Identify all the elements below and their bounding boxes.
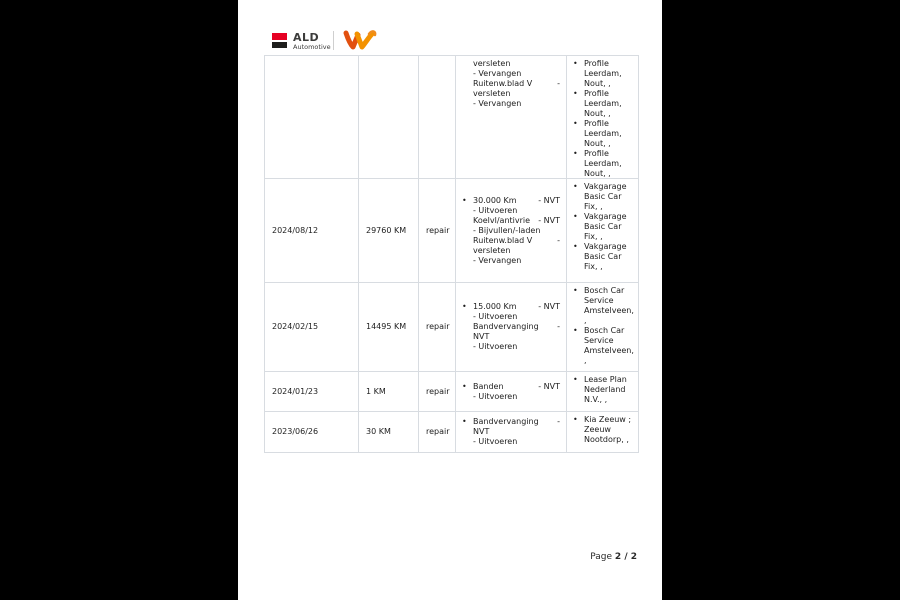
text-line: Amstelveen, <box>584 306 634 315</box>
type-cell <box>419 56 456 178</box>
text-line: Nederland <box>584 385 626 394</box>
text-line: Vakgarage <box>584 182 627 191</box>
ald-logo-subtext: Automotive <box>293 43 331 51</box>
text-line: - Vervangen <box>473 255 522 265</box>
km-cell <box>359 283 419 371</box>
provider-item <box>567 119 635 149</box>
text-line: Leerdam, <box>584 69 622 78</box>
text-line: Leerdam, <box>584 159 622 168</box>
ald-logo-red-block <box>272 33 287 40</box>
text-line: NVT <box>473 427 490 436</box>
provider-item <box>567 89 635 119</box>
text-line <box>473 216 560 226</box>
type-value: repair <box>426 427 450 436</box>
km-cell <box>359 56 419 178</box>
bullet-icon: • <box>573 59 578 68</box>
table-row <box>265 179 638 283</box>
text-line: versleten <box>473 245 511 255</box>
text-right: - <box>557 235 560 245</box>
km-value: 14495 KM <box>366 322 407 331</box>
text-line: NVT <box>473 332 490 341</box>
description-item <box>456 196 560 266</box>
text-line: Profile <box>584 59 609 68</box>
text-line: - Uitvoeren <box>473 312 518 321</box>
date-cell <box>265 283 359 371</box>
bullet-icon: • <box>573 89 578 98</box>
text-line: Basic Car <box>584 222 622 231</box>
bullet-icon: • <box>573 119 578 128</box>
description-cell <box>456 179 567 282</box>
page-number-value: 2 / 2 <box>614 552 637 562</box>
text-line: Nout, , <box>584 109 611 118</box>
type-value: repair <box>426 386 450 396</box>
type-cell <box>419 283 456 371</box>
logo-divider <box>333 31 334 50</box>
table-row <box>265 412 638 452</box>
km-cell <box>359 412 419 452</box>
text-line: N.V., , <box>584 395 608 404</box>
page-number <box>590 552 637 562</box>
table-row <box>265 56 638 179</box>
provider-item <box>567 375 635 405</box>
text-right: - <box>557 79 560 88</box>
text-line: Leerdam, <box>584 99 622 108</box>
text-right: - <box>557 322 560 331</box>
text-right: - NVT <box>538 381 560 391</box>
text-line: versleten <box>473 59 511 68</box>
text-line <box>473 322 560 332</box>
description-cell <box>456 372 567 411</box>
bullet-icon: • <box>573 415 578 424</box>
text-line: Vakgarage <box>584 242 627 251</box>
text-line: Fix, , <box>584 232 603 241</box>
bullet-icon: • <box>573 149 578 158</box>
km-cell <box>359 372 419 411</box>
provider-item <box>567 286 635 326</box>
bullet-icon: • <box>462 417 467 426</box>
text-line: Nootdorp, , <box>584 435 629 444</box>
date-value: 2024/08/12 <box>272 225 319 235</box>
text-line: Nout, , <box>584 139 611 148</box>
ald-logo-black-block <box>272 42 287 48</box>
text-left: Banden <box>473 381 504 391</box>
provider-item <box>567 59 635 89</box>
text-line: Nout, , <box>584 79 611 88</box>
text-line: versleten <box>473 89 511 98</box>
text-line <box>473 382 560 392</box>
date-cell <box>265 372 359 411</box>
bullet-icon: • <box>573 182 578 191</box>
text-line: Fix, , <box>584 262 603 271</box>
provider-cell <box>567 283 638 371</box>
description-cell <box>456 283 567 371</box>
description-item <box>456 417 560 447</box>
text-line: Fix, , <box>584 202 603 211</box>
type-value: repair <box>426 322 450 331</box>
bullet-icon: • <box>462 195 467 205</box>
bullet-icon: • <box>462 381 467 391</box>
text-right: - NVT <box>538 302 560 311</box>
bullet-icon: • <box>573 242 578 251</box>
text-line: Kia Zeeuw ; <box>584 415 632 424</box>
document-page <box>238 0 662 600</box>
text-right: - <box>557 417 560 426</box>
bullet-icon: • <box>573 326 578 335</box>
provider-item <box>567 326 635 366</box>
text-line: Basic Car <box>584 252 622 261</box>
text-line <box>473 236 560 246</box>
date-value: 2023/06/26 <box>272 427 319 436</box>
text-left: Ruitenw.blad V <box>473 79 533 88</box>
date-cell <box>265 179 359 282</box>
text-left: Koelvl/antivrie <box>473 215 531 225</box>
text-line: - Vervangen <box>473 69 522 78</box>
text-line: , <box>584 356 587 365</box>
text-line: - Bijvullen/-laden <box>473 225 541 235</box>
text-line <box>473 302 560 312</box>
provider-cell <box>567 179 638 282</box>
bullet-icon: • <box>573 286 578 295</box>
text-line: - Uitvoeren <box>473 391 518 401</box>
provider-item <box>567 415 635 445</box>
text-line: Basic Car <box>584 192 622 201</box>
type-cell <box>419 372 456 411</box>
provider-cell <box>567 412 638 452</box>
text-line: - Vervangen <box>473 99 522 108</box>
km-value: 1 KM <box>366 386 386 396</box>
text-line: Profile <box>584 149 609 158</box>
ald-logo-icon <box>272 33 287 48</box>
bullet-icon: • <box>573 375 578 384</box>
text-left: 30.000 Km <box>473 195 517 205</box>
text-line: - Uitvoeren <box>473 205 518 215</box>
text-line: Service <box>584 296 614 305</box>
bullet-icon: • <box>573 212 578 221</box>
description-cell <box>456 56 567 178</box>
provider-item <box>567 149 635 178</box>
text-left: 15.000 Km <box>473 302 517 311</box>
text-line: Lease Plan <box>584 375 627 384</box>
date-cell <box>265 56 359 178</box>
text-left: Ruitenw.blad V <box>473 235 533 245</box>
provider-cell <box>567 56 638 178</box>
text-line <box>473 196 560 206</box>
table-row <box>265 372 638 412</box>
text-line: Zeeuw <box>584 425 611 434</box>
provider-cell <box>567 372 638 411</box>
text-line: Vakgarage <box>584 212 627 221</box>
ald-logo-text: ALD <box>293 31 320 44</box>
text-left: Bandvervanging <box>473 417 539 426</box>
text-line: Amstelveen, <box>584 346 634 355</box>
type-cell <box>419 179 456 282</box>
text-left: Bandvervanging <box>473 322 539 331</box>
service-history-table <box>264 55 639 453</box>
bullet-icon: • <box>462 302 467 311</box>
text-line: Profile <box>584 119 609 128</box>
partner-w-logo-icon <box>342 28 380 53</box>
provider-item <box>567 212 635 242</box>
description-item <box>456 302 560 352</box>
table-row <box>265 283 638 372</box>
text-line <box>473 79 560 89</box>
text-line: - Uitvoeren <box>473 342 518 351</box>
km-value: 30 KM <box>366 427 391 436</box>
description-cell <box>456 412 567 452</box>
description-item <box>456 382 560 402</box>
km-cell <box>359 179 419 282</box>
text-line: Profile <box>584 89 609 98</box>
provider-item <box>567 182 635 212</box>
text-line: Bosch Car <box>584 286 625 295</box>
type-cell <box>419 412 456 452</box>
text-line: Bosch Car <box>584 326 625 335</box>
date-value: 2024/01/23 <box>272 386 319 396</box>
km-value: 29760 KM <box>366 225 407 235</box>
page-number-label: Page <box>590 552 613 562</box>
text-line: Service <box>584 336 614 345</box>
text-right: - NVT <box>538 215 560 225</box>
text-line <box>473 417 560 427</box>
text-line: Nout, , <box>584 169 611 178</box>
date-cell <box>265 412 359 452</box>
text-line: Leerdam, <box>584 129 622 138</box>
description-item <box>456 59 560 109</box>
provider-item <box>567 242 635 272</box>
date-value: 2024/02/15 <box>272 322 319 331</box>
text-right: - NVT <box>538 195 560 205</box>
text-line: - Uitvoeren <box>473 437 518 446</box>
type-value: repair <box>426 225 450 235</box>
text-line: , <box>584 316 587 325</box>
